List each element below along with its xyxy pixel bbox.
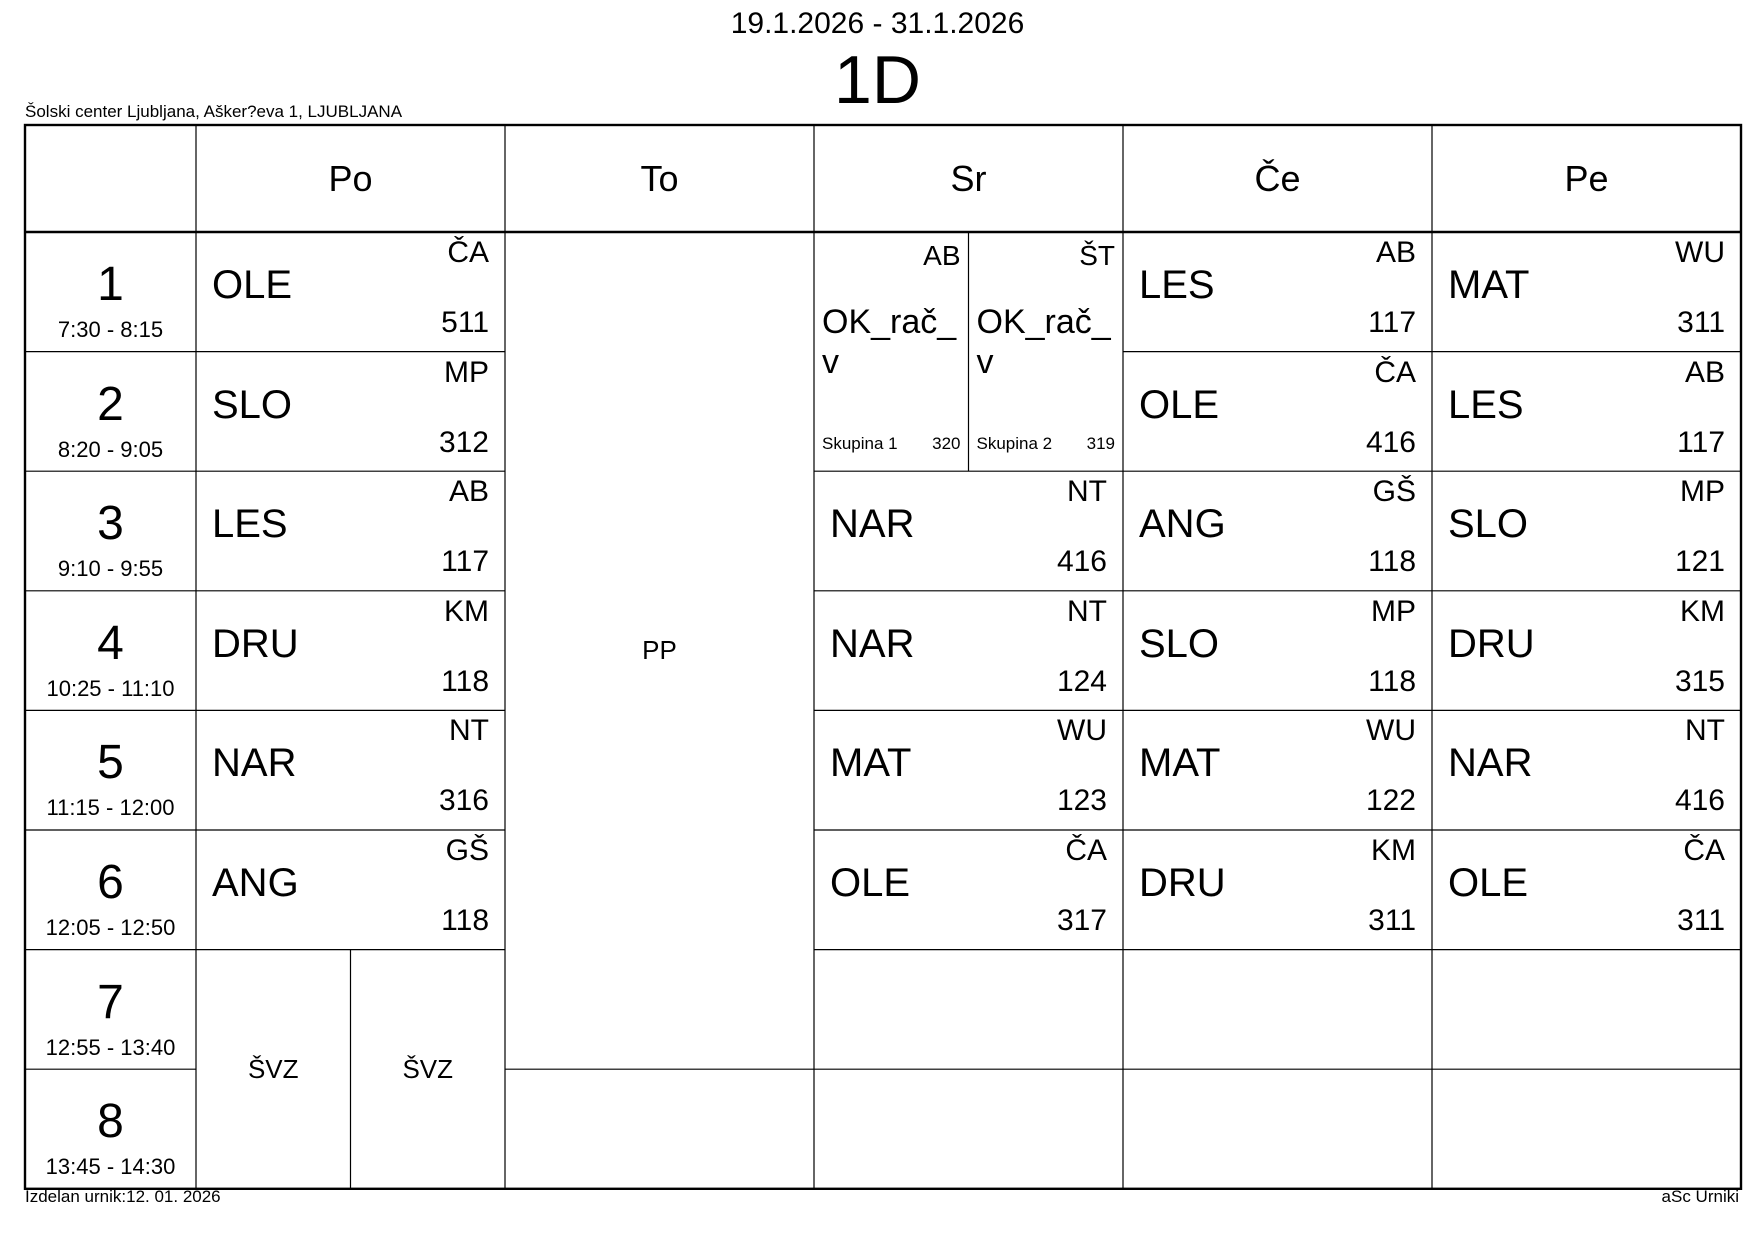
lesson-teacher: ŠT xyxy=(1079,240,1115,271)
lesson-teacher: AB xyxy=(448,475,489,509)
lesson-subject: DRU xyxy=(1139,861,1226,905)
group-name: Skupina 2 xyxy=(976,434,1053,453)
lesson-room: 117 xyxy=(441,545,489,579)
lesson-teacher: ČA xyxy=(1374,355,1416,389)
period-number: 2 xyxy=(97,377,124,431)
lesson-room: 511 xyxy=(441,306,489,339)
lesson-room: 311 xyxy=(1368,904,1416,937)
lesson-subject: NAR xyxy=(212,741,297,786)
svz-cell: ŠVZ xyxy=(402,1053,454,1084)
lesson-room: 117 xyxy=(1368,306,1416,339)
lesson-subject: SLO xyxy=(212,382,293,427)
period-number: 6 xyxy=(97,856,124,909)
lesson-subject: OLE xyxy=(212,263,293,307)
lesson-room: 311 xyxy=(1677,306,1725,339)
period-number: 4 xyxy=(97,616,124,670)
lesson-teacher: MP xyxy=(1680,475,1725,509)
lesson-teacher: NT xyxy=(1067,594,1107,628)
date-range: 19.1.2026 - 31.1.2026 xyxy=(730,7,1025,40)
day-header: Po xyxy=(328,157,373,199)
period-number: 1 xyxy=(97,258,124,311)
period-number: 3 xyxy=(97,497,124,551)
lesson-room: 123 xyxy=(1056,784,1107,818)
period-number: 5 xyxy=(97,736,124,790)
lesson-room: 416 xyxy=(1365,425,1416,459)
pp-block: PP xyxy=(642,635,677,666)
period-time: 7:30 - 8:15 xyxy=(57,317,164,342)
lesson-subject: OK_rač_v xyxy=(976,303,1111,381)
lesson-subject: DRU xyxy=(212,621,299,666)
lesson-teacher: KM xyxy=(1680,594,1725,628)
lesson-subject: OK_rač_v xyxy=(822,303,957,381)
lesson-room: 118 xyxy=(1368,664,1416,698)
lesson-teacher: GŠ xyxy=(445,834,489,867)
day-header: Če xyxy=(1254,157,1301,199)
lesson-room: 319 xyxy=(1086,434,1115,453)
period-number: 7 xyxy=(97,975,124,1029)
day-header: Sr xyxy=(950,157,987,199)
lesson-subject: MAT xyxy=(830,741,912,786)
lesson-subject: SLO xyxy=(1139,621,1220,666)
lesson-subject: MAT xyxy=(1448,263,1530,307)
lesson-subject: NAR xyxy=(1448,741,1533,786)
lesson-teacher: NT xyxy=(449,714,489,748)
lesson-subject: NAR xyxy=(830,621,915,666)
lesson-room: 312 xyxy=(438,425,489,459)
lesson-subject: ANG xyxy=(212,861,299,905)
lesson-teacher: MP xyxy=(444,355,489,389)
lesson-subject: OLE xyxy=(1448,861,1529,905)
lesson-teacher: MP xyxy=(1371,594,1416,628)
lesson-teacher: AB xyxy=(1375,236,1416,269)
lesson-subject: SLO xyxy=(1448,502,1529,547)
table-frame xyxy=(25,125,1741,1189)
period-time: 12:55 - 13:40 xyxy=(45,1034,176,1060)
lesson-room: 416 xyxy=(1056,545,1107,579)
day-header: To xyxy=(640,157,679,199)
lesson-subject: NAR xyxy=(830,502,915,547)
lesson-room: 124 xyxy=(1056,664,1107,698)
class-title: 1D xyxy=(834,42,921,118)
period-number: 8 xyxy=(97,1095,124,1149)
lesson-teacher: GŠ xyxy=(1372,475,1416,509)
lesson-teacher: ČA xyxy=(447,236,489,269)
lesson-subject: OLE xyxy=(830,861,911,905)
lesson-teacher: KM xyxy=(1371,834,1416,867)
lesson-room: 117 xyxy=(1677,425,1725,459)
period-time: 11:15 - 12:00 xyxy=(46,795,175,821)
lesson-room: 416 xyxy=(1674,784,1725,818)
lesson-teacher: WU xyxy=(1366,714,1416,748)
lesson-room: 118 xyxy=(1368,545,1416,579)
lesson-subject: LES xyxy=(1139,263,1215,307)
lesson-subject: DRU xyxy=(1448,621,1535,666)
lesson-room: 315 xyxy=(1674,664,1725,698)
lesson-teacher: NT xyxy=(1067,475,1107,509)
lesson-teacher: AB xyxy=(923,240,961,271)
period-time: 13:45 - 14:30 xyxy=(45,1154,176,1180)
lesson-subject: ANG xyxy=(1139,502,1226,547)
lesson-room: 320 xyxy=(932,434,961,453)
lesson-teacher: NT xyxy=(1685,714,1725,748)
period-time: 10:25 - 11:10 xyxy=(46,675,175,701)
lesson-teacher: KM xyxy=(444,594,489,628)
school-name: Šolski center Ljubljana, Ašker?eva 1, LJUBLJANA xyxy=(25,102,403,121)
lesson-subject: MAT xyxy=(1139,741,1221,786)
lesson-subject: LES xyxy=(1448,382,1524,427)
software-credit: aSc Urniki xyxy=(1661,1187,1739,1206)
lesson-teacher: ČA xyxy=(1065,834,1107,867)
lesson-teacher: ČA xyxy=(1683,834,1725,867)
lesson-teacher: WU xyxy=(1057,714,1107,748)
lesson-teacher: WU xyxy=(1675,236,1725,269)
lesson-room: 118 xyxy=(441,904,489,937)
lesson-subject: OLE xyxy=(1139,382,1220,427)
lesson-room: 118 xyxy=(441,664,489,698)
lesson-room: 317 xyxy=(1056,904,1107,937)
lesson-room: 311 xyxy=(1677,904,1725,937)
group-name: Skupina 1 xyxy=(822,434,898,453)
created-date: Izdelan urnik:12. 01. 2026 xyxy=(25,1187,221,1206)
lesson-room: 122 xyxy=(1365,784,1416,818)
svz-cell: ŠVZ xyxy=(247,1053,299,1084)
lesson-teacher: AB xyxy=(1684,355,1725,389)
period-time: 8:20 - 9:05 xyxy=(57,436,164,462)
day-header: Pe xyxy=(1564,157,1609,199)
period-time: 9:10 - 9:55 xyxy=(57,556,164,582)
lesson-room: 121 xyxy=(1674,545,1725,579)
period-time: 12:05 - 12:50 xyxy=(45,915,176,940)
lesson-room: 316 xyxy=(438,784,489,818)
lesson-subject: LES xyxy=(212,502,288,547)
